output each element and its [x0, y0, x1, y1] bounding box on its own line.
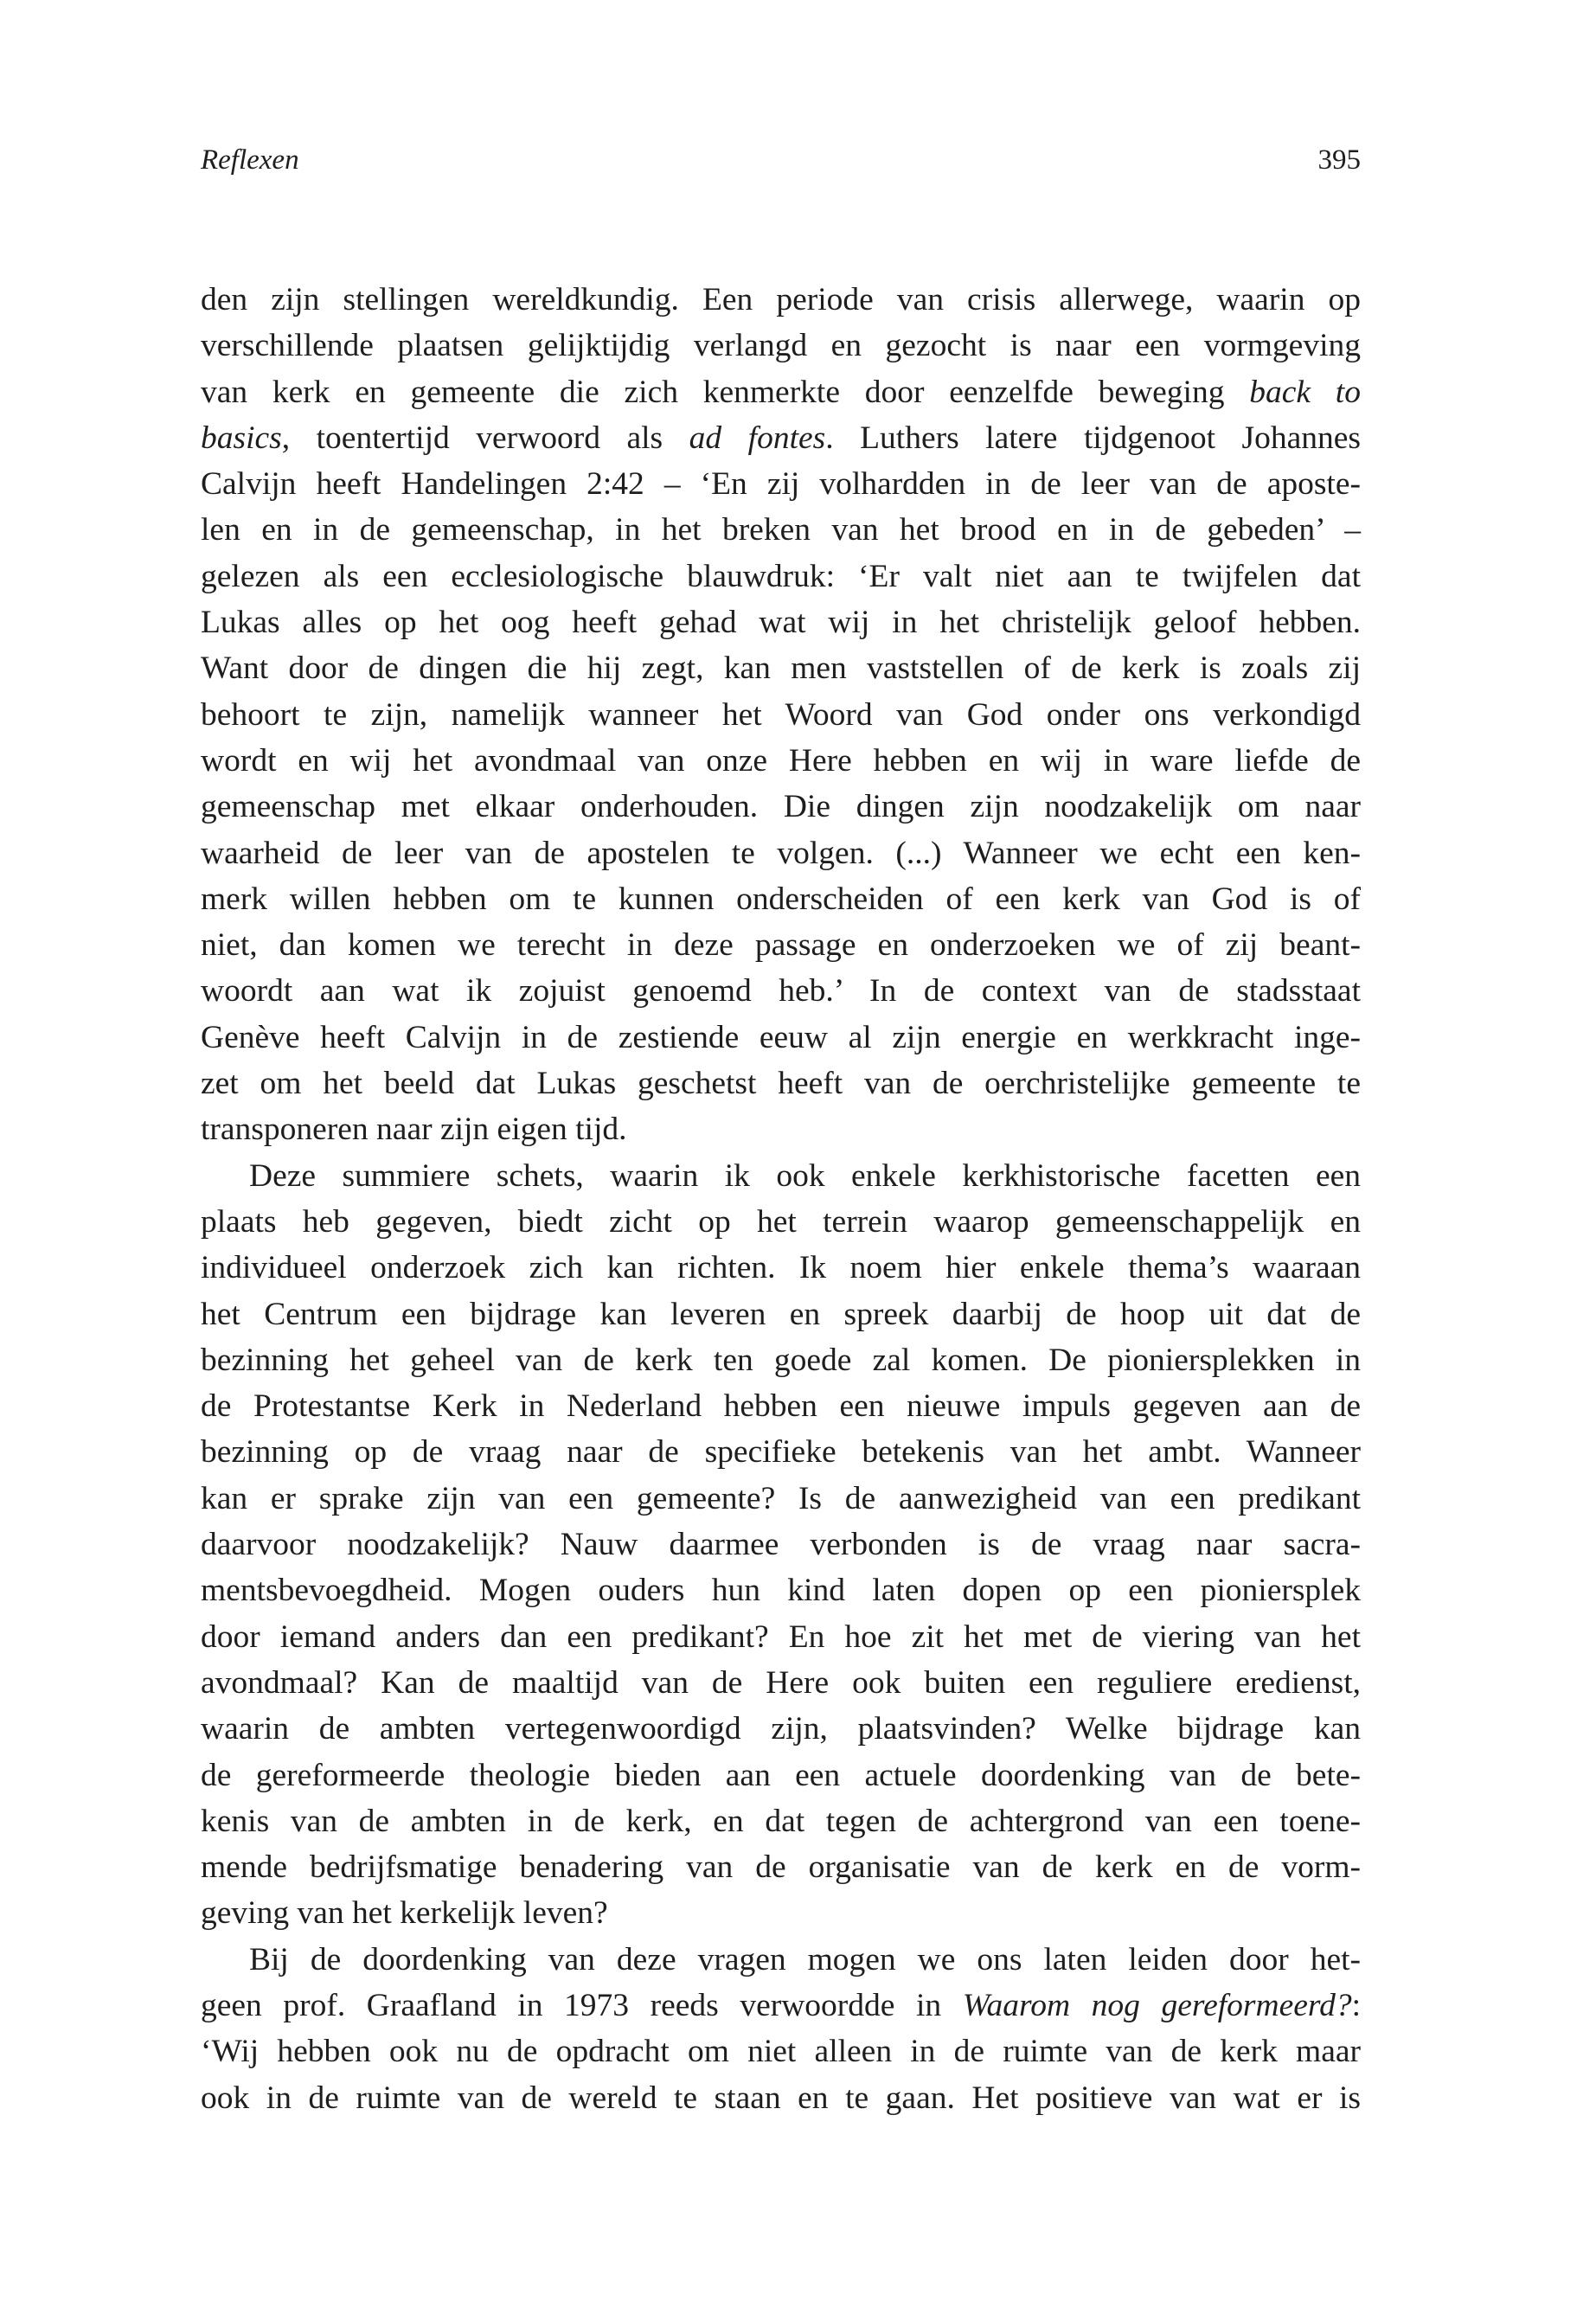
text-run: verschillende plaatsen gelijktijdig verlangd en gezocht is naar een vormgeving — [201, 328, 1361, 364]
italic-text: basics — [201, 420, 282, 456]
text-line — [201, 599, 1361, 645]
text-run: transponeren naar zijn eigen tijd. — [201, 1112, 627, 1148]
text-line — [201, 922, 1361, 968]
text-run: niet, dan komen we terecht in deze passage en onderzoeken we of zij beant- — [201, 927, 1361, 964]
text-run: ‘Wij hebben ook nu de opdracht om niet alleen in de ruimte van de kerk maar — [201, 2034, 1361, 2070]
text-line — [201, 1983, 1361, 2029]
text-run: . Luthers latere tijdgenoot Johannes — [825, 420, 1361, 456]
text-line — [201, 461, 1361, 507]
text-line — [201, 2029, 1361, 2074]
text-line — [201, 554, 1361, 599]
text-line — [201, 1383, 1361, 1429]
text-run: woordt aan wat ik zojuist genoemd heb.’ In de context van de stadsstaat — [201, 973, 1361, 1009]
text-run: avondmaal? Kan de maaltijd van de Here ook buiten een reguliere eredienst, — [201, 1664, 1361, 1701]
text-run: gemeenschap met elkaar onderhouden. Die dingen zijn noodzakelijk om naar — [201, 789, 1361, 825]
text-line — [201, 2075, 1361, 2121]
text-run: bezinning het geheel van de kerk ten goede zal komen. De pioniersplekken in — [201, 1342, 1361, 1378]
text-line — [201, 1015, 1361, 1061]
text-run: kan er sprake zijn van een gemeente? Is de aanwezigheid van een predikant — [201, 1480, 1361, 1516]
italic-text: Waarom nog gereformeerd? — [962, 1987, 1352, 2023]
text-line — [201, 415, 1361, 461]
text-line — [201, 1844, 1361, 1890]
text-line — [201, 1292, 1361, 1337]
text-run: waarin de ambten vertegenwoordigd zijn, plaatsvinden? Welke bijdrage kan — [201, 1711, 1361, 1747]
text-run: wordt en wij het avondmaal van onze Here hebben en wij in ware liefde de — [201, 742, 1361, 779]
text-run: de Protestantse Kerk in Nederland hebben een nieuwe impuls gegeven aan de — [201, 1388, 1361, 1425]
running-title: Reflexen — [201, 144, 299, 176]
text-line — [201, 1937, 1361, 1983]
text-line — [201, 323, 1361, 369]
text-line — [201, 1245, 1361, 1291]
text-run: de gereformeerde theologie bieden aan een actuele doordenking van de bete- — [201, 1757, 1361, 1793]
text-line — [201, 1199, 1361, 1245]
text-line — [201, 1476, 1361, 1522]
text-line — [201, 1429, 1361, 1475]
text-run: daarvoor noodzakelijk? Nauw daarmee verbonden is de vraag naar sacra- — [201, 1527, 1361, 1563]
text-line — [201, 1061, 1361, 1106]
text-line — [201, 738, 1361, 784]
text-run: len en in de gemeenschap, in het breken van het brood en in de gebeden’ – — [201, 512, 1361, 548]
text-line — [201, 1153, 1361, 1199]
text-line — [201, 277, 1361, 323]
text-run: kenis van de ambten in de kerk, en dat tegen de achtergrond van een toene- — [201, 1803, 1361, 1839]
text-run: : — [1351, 1987, 1362, 2023]
text-line — [201, 1798, 1361, 1844]
text-run: zet om het beeld dat Lukas geschetst heeft van de oerchristelijke gemeente te — [201, 1066, 1361, 1102]
text-line — [201, 1106, 1361, 1152]
text-line — [201, 645, 1361, 691]
text-run: mentsbevoegdheid. Mogen ouders hun kind laten dopen op een pioniersplek — [201, 1573, 1361, 1609]
text-line — [201, 1337, 1361, 1383]
text-line — [201, 1660, 1361, 1706]
text-line — [201, 1614, 1361, 1660]
running-head — [201, 138, 1361, 182]
text-line — [201, 1706, 1361, 1752]
text-line — [201, 1522, 1361, 1567]
text-line — [201, 784, 1361, 830]
text-run: bezinning op de vraag naar de specifieke betekenis van het ambt. Wanneer — [201, 1434, 1361, 1471]
text-run: behoort te zijn, namelijk wanneer het Woord van God onder ons verkondigd — [201, 696, 1361, 733]
text-run: Lukas alles op het oog heeft gehad wat wij in het christelijk geloof hebben. — [201, 605, 1361, 641]
text-run: gelezen als een ecclesiologische blauwdruk: ‘Er valt niet aan te twijfelen dat — [201, 558, 1361, 594]
text-line — [201, 692, 1361, 738]
text-run: Genève heeft Calvijn in de zestiende eeuw al zijn energie en werkkracht inge- — [201, 1019, 1361, 1055]
page-number: 395 — [1317, 144, 1361, 176]
text-run: Bij de doordenking van deze vragen mogen we ons laten leiden door het- — [249, 1941, 1361, 1977]
text-run: geving van het kerkelijk leven? — [201, 1895, 608, 1932]
text-run: Deze summiere schets, waarin ik ook enkele kerkhistorische facetten een — [249, 1157, 1361, 1194]
text-line — [201, 1567, 1361, 1613]
italic-text: back to — [1249, 374, 1361, 410]
text-line — [201, 830, 1361, 876]
text-run: plaats heb gegeven, biedt zicht op het terrein waarop gemeenschappelijk en — [201, 1203, 1361, 1240]
text-line — [201, 1753, 1361, 1798]
text-run: waarheid de leer van de apostelen te volgen. (...) Wanneer we echt een ken- — [201, 835, 1361, 871]
text-run: Calvijn heeft Handelingen 2:42 – ‘En zij volhardden in de leer van de aposte- — [201, 466, 1361, 503]
text-line — [201, 507, 1361, 553]
text-run: geen prof. Graafland in 1973 reeds verwoordde in — [201, 1987, 963, 2023]
text-run: het Centrum een bijdrage kan leveren en spreek daarbij de hoop uit dat de — [201, 1296, 1361, 1332]
text-run: van kerk en gemeente die zich kenmerkte door eenzelfde beweging — [201, 374, 1250, 410]
text-run: individueel onderzoek zich kan richten. Ik noem hier enkele thema’s waaraan — [201, 1250, 1361, 1286]
text-run: , toentertijd verwoord als — [281, 420, 689, 456]
italic-text: ad fontes — [689, 420, 826, 456]
body-text — [201, 277, 1361, 2121]
text-run: mende bedrijfsmatige benadering van de organisatie van de kerk en de vorm- — [201, 1849, 1361, 1886]
text-line — [201, 1890, 1361, 1936]
text-run: ook in de ruimte van de wereld te staan en te gaan. Het positieve van wat er is — [201, 2080, 1361, 2116]
text-run: door iemand anders dan een predikant? En hoe zit het met de viering van het — [201, 1618, 1361, 1655]
text-run: den zijn stellingen wereldkundig. Een periode van crisis allerwege, waarin op — [201, 282, 1361, 317]
text-line — [201, 369, 1361, 415]
text-run: merk willen hebben om te kunnen onderscheiden of een kerk van God is of — [201, 881, 1361, 917]
text-line — [201, 968, 1361, 1014]
text-run: Want door de dingen die hij zegt, kan men vaststellen of de kerk is zoals zij — [201, 651, 1361, 687]
text-line — [201, 876, 1361, 922]
